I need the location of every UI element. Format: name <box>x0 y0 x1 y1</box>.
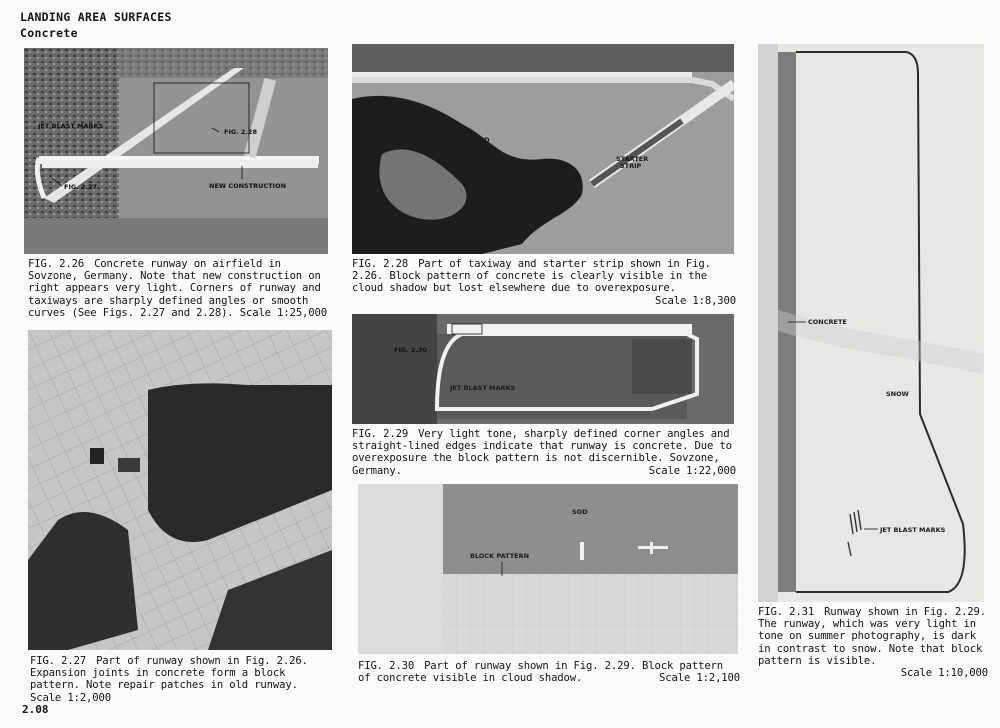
svg-text:SOD <box>572 508 588 516</box>
page-subtitle: Concrete <box>20 26 78 40</box>
svg-text:FIG. 2.30 <box>394 346 427 354</box>
fig-2-29-photo <box>352 314 734 424</box>
svg-text:BLOCK PATTERN <box>470 552 529 560</box>
fig-2-30-caption <box>358 660 740 685</box>
fig-2-31-photo <box>758 44 984 602</box>
svg-text:CONCRETE <box>808 318 847 326</box>
fig-2-30-scale: Scale 1:2,100 <box>659 672 740 685</box>
fig-2-29-caption <box>352 428 736 477</box>
fig-2-28-caption-text: Part of taxiway and starter strip shown in Fig. 2.26. Block pattern of concrete is clearly visible in the cloud shadow but lost elsewhere due to overexposure. <box>352 258 711 295</box>
svg-text:JET BLAST MARKS <box>449 384 516 392</box>
fig-2-26-scale: Scale 1:25,000 <box>239 306 327 319</box>
svg-text:FIG. 2.27 <box>64 183 97 191</box>
svg-text:FIG. 2.28 <box>224 128 257 136</box>
fig-2-26-caption-text: Concrete runway on airfield in Sovzone, Germany. Note that new construction on right appears very light. Corners of runway and taxiways are sharply defined angles or smooth curves (See Figs. 2.27 and 2.28). <box>28 258 321 319</box>
fig-2-28-scale: Scale 1:8,300 <box>655 294 736 307</box>
fig-2-28-label-sod: SOD <box>474 136 490 144</box>
fig-2-28-number: FIG. 2.28 <box>352 258 409 270</box>
fig-2-26-label-new-construction: NEW CONSTRUCTION <box>209 182 287 190</box>
fig-2-31-number: FIG. 2.31 <box>758 606 815 618</box>
fig-2-28-label-starter: STARTER <box>616 155 649 163</box>
svg-text:STRIP <box>620 162 642 170</box>
fig-2-26-label-jet-blast: JET BLAST MARKS <box>38 122 104 130</box>
fig-2-31-label-concrete: CONCRETE <box>808 318 847 326</box>
fig-2-29-caption-text: Very light tone, sharply defined corner angles and straight-lined edges indicate that runway is concrete. Due to overexposure the block pattern is not discernible. Sovzone, Germany. <box>352 428 732 477</box>
fig-2-30-number: FIG. 2.30 <box>358 660 415 672</box>
fig-2-26-photo <box>24 48 328 254</box>
fig-2-27-caption-text: Part of runway shown in Fig. 2.26. Expansion joints in concrete form a block pattern. Note repair patches in old runway. <box>30 655 308 692</box>
fig-2-26-label-fig228: FIG. 2.28 <box>224 128 257 136</box>
page-number: 2.08 <box>22 703 49 716</box>
page-title: LANDING AREA SURFACES <box>20 10 172 24</box>
fig-2-30-photo <box>358 484 738 654</box>
fig-2-31-caption <box>758 606 988 679</box>
fig-2-30-label-sod: SOD <box>572 508 588 516</box>
fig-2-26-label-fig227: FIG. 2.27 <box>64 183 97 191</box>
fig-2-29-scale: Scale 1:22,000 <box>648 464 736 477</box>
fig-2-31-scale: Scale 1:10,000 <box>900 667 988 680</box>
fig-2-29-label-jet-blast: JET BLAST MARKS <box>450 384 516 392</box>
svg-text:SOD <box>474 136 490 144</box>
svg-text:JET BLAST MARKS <box>37 122 104 130</box>
fig-2-30-caption-text: Part of runway shown in Fig. 2.29. Block pattern of concrete visible in cloud shadow. <box>358 660 724 685</box>
fig-2-26-number: FIG. 2.26 <box>28 258 85 270</box>
fig-2-26-caption <box>28 258 328 319</box>
svg-text:SNOW <box>886 390 909 398</box>
fig-2-27-number: FIG. 2.27 <box>30 655 87 667</box>
fig-2-31-label-snow: SNOW <box>886 390 909 398</box>
fig-2-27-scale: Scale 1:2,000 <box>30 691 111 704</box>
fig-2-30-label-block-pattern: BLOCK PATTERN <box>470 552 530 560</box>
fig-2-27-caption <box>30 655 334 704</box>
fig-2-31-label-jet-blast: JET BLAST MARKS <box>880 526 946 534</box>
fig-2-27-photo <box>28 330 332 650</box>
fig-2-31-caption-text: Runway shown in Fig. 2.29. The runway, which was very light in tone on summer photography, is dark in contrast to snow. Note that block pattern is visible. <box>758 606 986 667</box>
svg-text:NEW CONSTRUCTION <box>209 182 286 190</box>
fig-2-29-number: FIG. 2.29 <box>352 428 409 440</box>
fig-2-28-photo <box>352 44 734 254</box>
fig-2-29-label-fig230: FIG. 2.30 <box>394 346 427 354</box>
svg-text:JET BLAST MARKS <box>879 526 946 534</box>
fig-2-28-caption <box>352 258 736 307</box>
fig-2-28-label-strip: STRIP <box>620 162 642 170</box>
